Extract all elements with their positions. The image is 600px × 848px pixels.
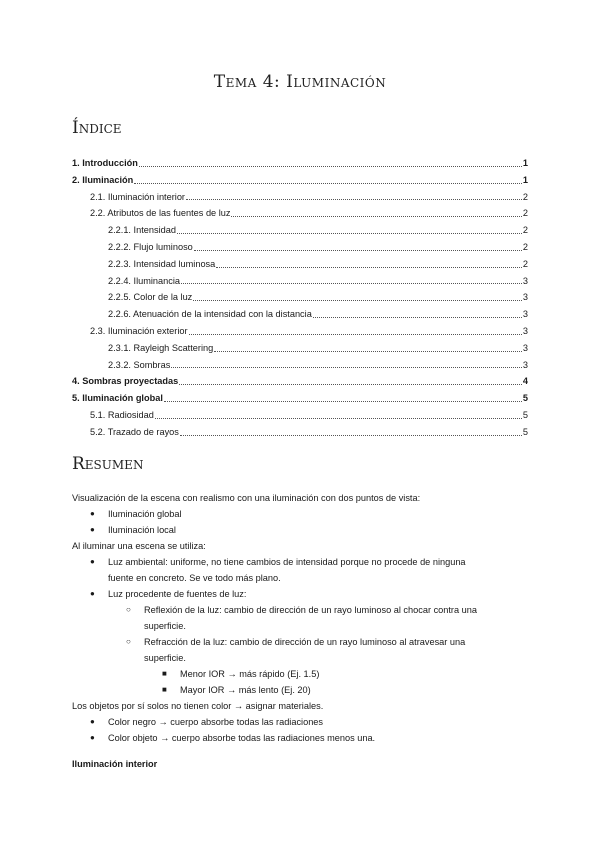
toc-entry-title: 2. Iluminación	[72, 174, 134, 185]
toc-leader-dots	[155, 418, 522, 419]
toc-entry-page: 1	[522, 158, 528, 168]
toc-entry[interactable]	[72, 256, 528, 273]
toc-entry-title: 2.2. Atributos de las fuentes de luz	[90, 208, 231, 219]
toc-entry[interactable]	[72, 306, 528, 323]
toc-entry-title: 2.3. Iluminación exterior	[90, 325, 188, 336]
toc-leader-dots	[194, 250, 522, 251]
toc-entry-page: 1	[522, 174, 528, 185]
list-item: ● Color objeto → cuerpo absorbe todas las radiaciones menos una.	[108, 730, 375, 746]
summary-heading: Resumen	[72, 454, 144, 474]
bullet-icon: ●	[90, 525, 95, 534]
toc-entry[interactable]	[72, 289, 528, 306]
toc-entry-title: 2.2.3. Intensidad luminosa	[108, 258, 216, 269]
table-of-contents	[72, 155, 528, 441]
toc-entry[interactable]	[72, 390, 528, 407]
toc-leader-dots	[180, 435, 522, 436]
toc-leader-dots	[313, 317, 522, 318]
toc-entry-page: 2	[522, 191, 528, 202]
bullet-icon: ●	[90, 589, 95, 598]
list-item: ● Color negro → cuerpo absorbe todas las radiaciones	[108, 714, 323, 730]
toc-entry-title: 1. Introducción	[72, 158, 138, 168]
toc-entry-page: 2	[522, 225, 528, 236]
bullet-icon: ○	[126, 605, 131, 614]
toc-entry[interactable]	[72, 323, 528, 340]
toc-entry-title: 2.2.5. Color de la luz	[108, 292, 193, 303]
toc-leader-dots	[139, 166, 522, 167]
toc-entry-page: 3	[522, 309, 528, 320]
toc-leader-dots	[189, 334, 522, 335]
toc-entry-title: 2.2.6. Atenuación de la intensidad con la distancia	[108, 309, 312, 320]
toc-entry-title: 4. Sombras proyectadas	[72, 376, 179, 387]
toc-leader-dots	[171, 367, 522, 368]
toc-leader-dots	[186, 199, 522, 200]
toc-leader-dots	[231, 216, 521, 217]
list-item-continuation: fuente en concreto. Se ve todo más plano.	[108, 573, 281, 583]
toc-entry-page: 4	[522, 376, 528, 387]
list-item: ■ Mayor IOR → más lento (Ej. 20)	[180, 682, 311, 698]
toc-entry-title: 2.3.1. Rayleigh Scattering	[108, 342, 214, 353]
toc-entry[interactable]	[72, 205, 528, 222]
subheading-interior: Iluminación interior	[72, 759, 158, 769]
summary-intro: Visualización de la escena con realismo con una iluminación con dos puntos de vista:	[72, 493, 421, 503]
toc-leader-dots	[214, 351, 522, 352]
toc-entry-title: 2.2.4. Iluminancia	[108, 275, 181, 286]
toc-entry[interactable]	[72, 340, 528, 357]
toc-entry-page: 3	[522, 275, 528, 286]
toc-entry-title: 5.1. Radiosidad	[90, 409, 154, 420]
toc-entry-title: 2.2.2. Flujo luminoso	[108, 241, 193, 252]
toc-entry-page: 5	[522, 409, 528, 420]
list-item: ● Luz procedente de fuentes de luz:	[108, 586, 246, 602]
toc-entry-page: 2	[522, 208, 528, 219]
bullet-icon: ●	[90, 717, 95, 726]
toc-entry-title: 2.1. Iluminación interior	[90, 191, 185, 202]
toc-entry[interactable]	[72, 189, 528, 206]
toc-entry-page: 3	[522, 325, 528, 336]
toc-leader-dots	[177, 233, 522, 234]
toc-entry[interactable]	[72, 155, 528, 172]
list-item: ■ Menor IOR → más rápido (Ej. 1.5)	[180, 666, 319, 682]
toc-entry[interactable]	[72, 172, 528, 189]
toc-entry-page: 3	[522, 342, 528, 353]
toc-leader-dots	[193, 300, 522, 301]
bullet-icon: ■	[162, 669, 167, 678]
list-item: ● Luz ambiental: uniforme, no tiene cambios de intensidad porque no procede de ninguna	[108, 554, 466, 570]
objects-line: Los objetos por sí solos no tienen color → asignar materiales.	[72, 701, 324, 711]
toc-leader-dots	[134, 183, 522, 184]
list-item-continuation: superficie.	[144, 621, 186, 631]
toc-entry[interactable]	[72, 424, 528, 441]
list-item: ○ Reflexión de la luz: cambio de dirección de un rayo luminoso al chocar contra una	[144, 602, 477, 618]
list-item: ● Iluminación local	[108, 522, 176, 538]
list-item: ○ Refracción de la luz: cambio de dirección de un rayo luminoso al atravesar una	[144, 634, 465, 650]
document-title: Tema 4: Iluminación	[213, 72, 387, 92]
toc-entry[interactable]	[72, 373, 528, 390]
toc-entry[interactable]	[72, 239, 528, 256]
bullet-icon: ●	[90, 509, 95, 518]
bullet-icon: ■	[162, 685, 167, 694]
toc-entry[interactable]	[72, 357, 528, 374]
toc-leader-dots	[216, 267, 522, 268]
toc-entry[interactable]	[72, 407, 528, 424]
index-heading: Índice	[72, 118, 122, 138]
toc-entry-title: 2.3.2. Sombras	[108, 359, 171, 370]
toc-entry-page: 2	[522, 241, 528, 252]
toc-leader-dots	[179, 384, 522, 385]
toc-entry-page: 3	[522, 292, 528, 303]
toc-leader-dots	[181, 283, 522, 284]
toc-entry-page: 5	[522, 426, 528, 437]
bullet-icon: ○	[126, 637, 131, 646]
toc-entry-page: 2	[522, 258, 528, 269]
bullet-icon: ●	[90, 557, 95, 566]
toc-entry-page: 3	[522, 359, 528, 370]
toc-entry[interactable]	[72, 222, 528, 239]
list-item: ● Iluminación global	[108, 506, 182, 522]
toc-entry-title: 2.2.1. Intensidad	[108, 225, 176, 236]
toc-entry[interactable]	[72, 273, 528, 290]
bullet-icon: ●	[90, 733, 95, 742]
toc-entry-title: 5.2. Trazado de rayos	[90, 426, 179, 437]
toc-entry-page: 5	[522, 393, 528, 404]
toc-leader-dots	[164, 401, 522, 402]
toc-entry-title: 5. Iluminación global	[72, 393, 163, 404]
scene-intro: Al iluminar una escena se utiliza:	[72, 541, 206, 551]
list-item-continuation: superficie.	[144, 653, 186, 663]
